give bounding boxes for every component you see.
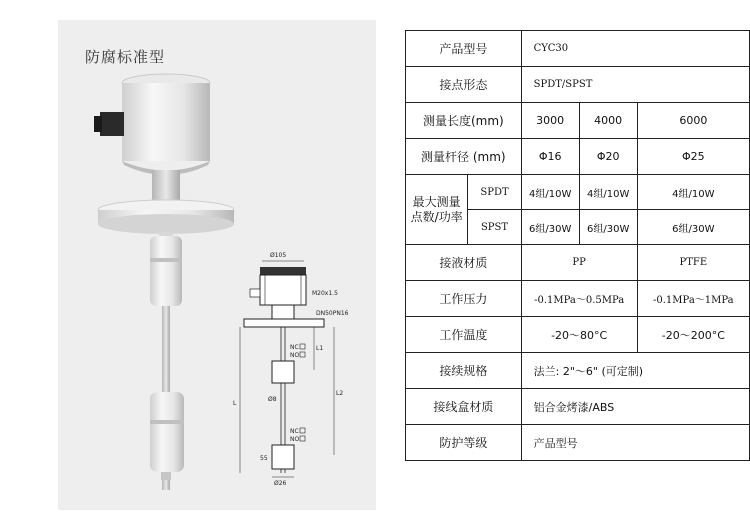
spdt-cell: 4组/10W bbox=[637, 175, 749, 210]
model-value: CYC30 bbox=[521, 31, 749, 67]
table-row-box bbox=[406, 389, 750, 425]
table-row-rod bbox=[406, 139, 750, 175]
protect-value: 产品型号 bbox=[521, 425, 749, 461]
pressure-label: 工作压力 bbox=[406, 281, 522, 317]
table-row-model bbox=[406, 31, 750, 67]
material-cell: PP bbox=[521, 245, 637, 281]
table-row-pressure bbox=[406, 281, 750, 317]
dim-l2: L2 bbox=[336, 390, 344, 397]
dim-d8: Ø8 bbox=[268, 396, 277, 403]
contact-value: SPDT/SPST bbox=[521, 67, 749, 103]
dim-55: 55 bbox=[260, 455, 268, 462]
no-label-1: NO bbox=[290, 352, 300, 359]
nc-label-2: NC bbox=[290, 428, 299, 435]
pressure-cell: -0.1MPa～0.5MPa bbox=[521, 281, 637, 317]
box-label: 接线盒材质 bbox=[406, 389, 522, 425]
length-cell: 3000 bbox=[521, 103, 579, 139]
spdt-cell: 4组/10W bbox=[521, 175, 579, 210]
spst-label: SPST bbox=[468, 210, 521, 245]
spdt-label: SPDT bbox=[468, 175, 521, 210]
dim-d26: Ø26 bbox=[274, 480, 287, 487]
spst-cell: 6组/30W bbox=[579, 210, 637, 245]
table-row-protect bbox=[406, 425, 750, 461]
rod-cell: Φ16 bbox=[521, 139, 579, 175]
temp-label: 工作温度 bbox=[406, 317, 522, 353]
pressure-cell: -0.1MPa～1MPa bbox=[637, 281, 749, 317]
spec-value: 法兰: 2"～6" (可定制) bbox=[521, 353, 749, 389]
table-row-length bbox=[406, 103, 750, 139]
material-label: 接液材质 bbox=[406, 245, 522, 281]
spdt-cell: 4组/10W bbox=[579, 175, 637, 210]
table-row-spdt bbox=[406, 175, 750, 210]
protect-label: 防护等级 bbox=[406, 425, 522, 461]
max-points-label: 最大测量 点数/功率 bbox=[406, 175, 468, 245]
rod-cell: Φ25 bbox=[637, 139, 749, 175]
dim-l1: L1 bbox=[316, 345, 324, 352]
thread-label: M20x1.5 bbox=[312, 290, 338, 297]
rod-cell: Φ20 bbox=[579, 139, 637, 175]
dim-l: L bbox=[233, 400, 237, 407]
nc-label-1: NC bbox=[290, 344, 299, 351]
dim-diameter-top: Ø105 bbox=[270, 252, 287, 259]
length-label: 测量长度(mm) bbox=[406, 103, 522, 139]
temp-cell: -20～200°C bbox=[637, 317, 749, 353]
length-cell: 4000 bbox=[579, 103, 637, 139]
model-label: 产品型号 bbox=[406, 31, 522, 67]
dimension-drawing bbox=[230, 245, 350, 490]
table-row-spec bbox=[406, 353, 750, 389]
length-cell: 6000 bbox=[637, 103, 749, 139]
flange-label: DN50PN16 bbox=[316, 310, 349, 317]
table-row-temp bbox=[406, 317, 750, 353]
table-row-material bbox=[406, 245, 750, 281]
material-cell: PTFE bbox=[637, 245, 749, 281]
table-row-contact bbox=[406, 67, 750, 103]
box-value: 铝合金烤漆/ABS bbox=[521, 389, 749, 425]
spec-label: 接续规格 bbox=[406, 353, 522, 389]
rod-label: 测量杆径 (mm) bbox=[406, 139, 522, 175]
spec-table bbox=[405, 30, 750, 461]
no-label-2: NO bbox=[290, 436, 300, 443]
spst-cell: 6组/30W bbox=[521, 210, 579, 245]
contact-label: 接点形态 bbox=[406, 67, 522, 103]
photo-title: 防腐标准型 bbox=[85, 48, 166, 66]
temp-cell: -20～80°C bbox=[521, 317, 637, 353]
spst-cell: 6组/30W bbox=[637, 210, 749, 245]
